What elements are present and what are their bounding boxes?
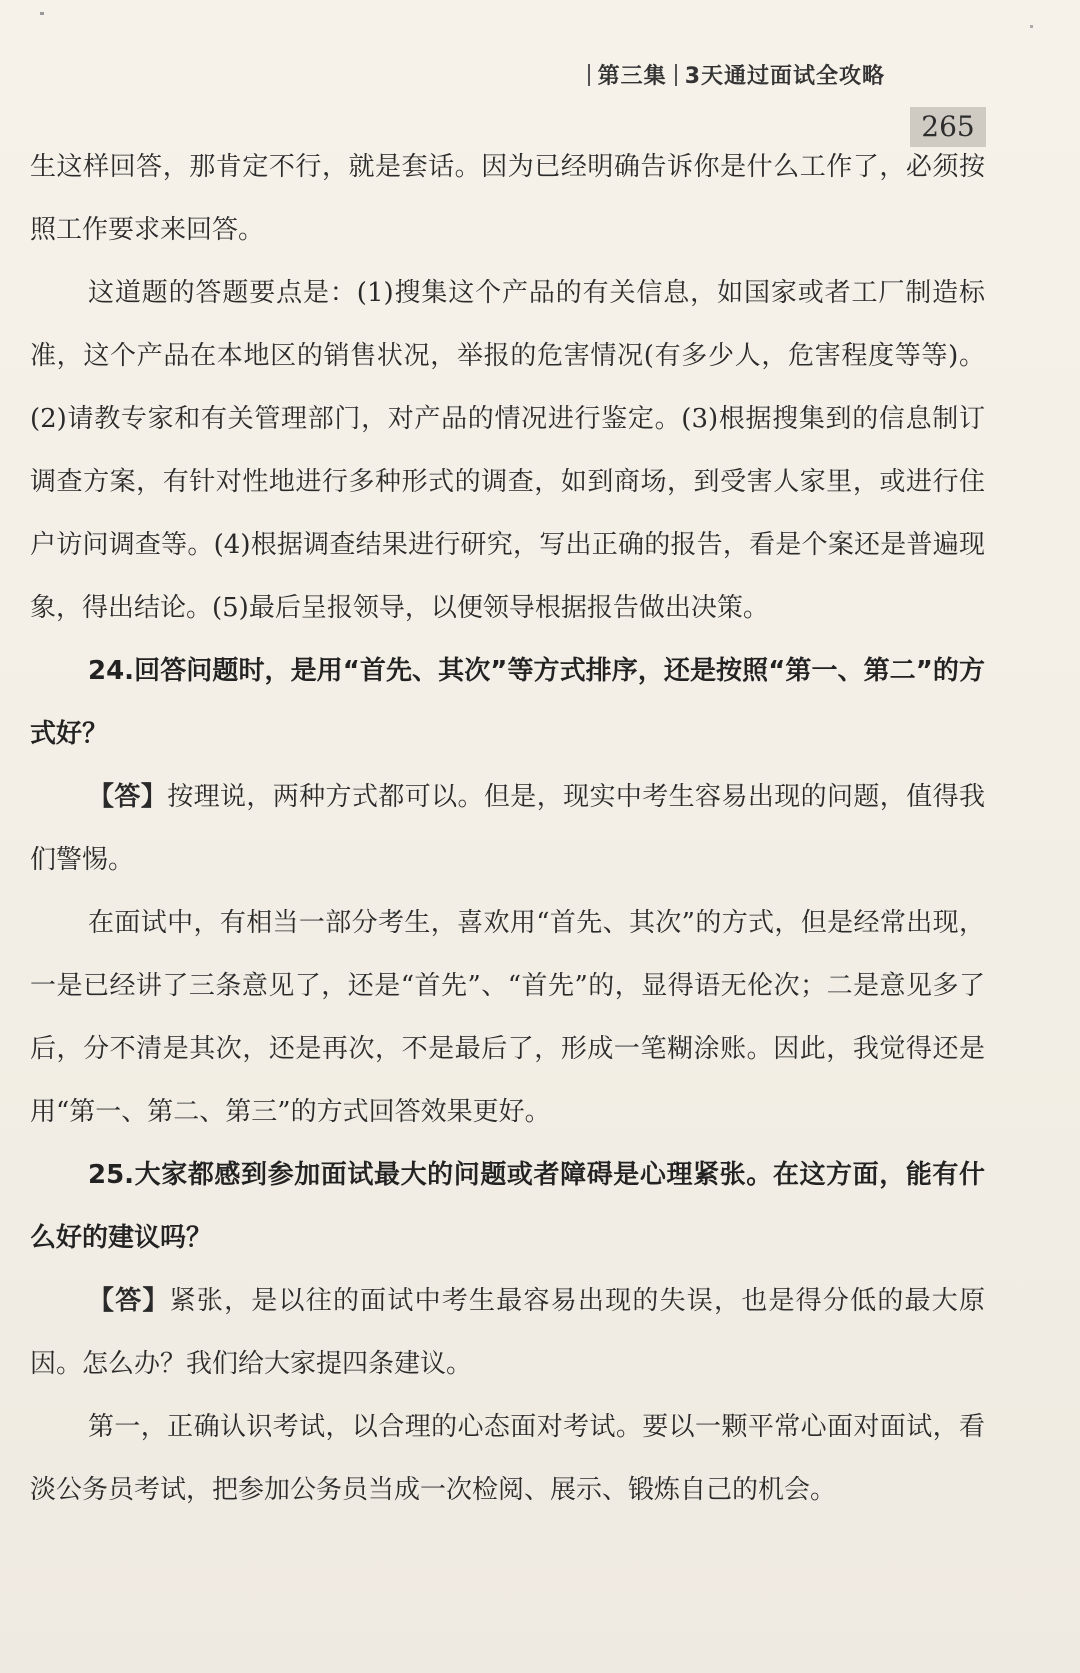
answer-text: 紧张，是以往的面试中考生最容易出现的失误，也是得分低的最大原因。怎么办？我们给大家提四条建议。	[30, 1286, 985, 1379]
body-paragraph: 在面试中，有相当一部分考生，喜欢用“首先、其次”的方式，但是经常出现，一是已经讲了三条意见了，还是“首先”、“首先”的，显得语无伦次；二是意见多了后，分不清是其次，还是再次，不是最后了，形成一笔糊涂账。因此，我觉得还是用“第一、第二、第三”的方式回答效果更好。	[30, 908, 985, 1127]
answer-paragraph	[30, 766, 985, 892]
body-paragraph: 这道题的答题要点是：(1)搜集这个产品的有关信息，如国家或者工厂制造标准，这个产品在本地区的销售状况，举报的危害情况(有多少人，危害程度等等)。(2)请教专家和有关管理部门，对产品的情况进行鉴定。(3)根据搜集到的信息制订调查方案，有针对性地进行多种形式的调查，如到商场，到受害人家里，或进行住户访问调查等。(4)根据调查结果进行研究，写出正确的报告，看是个案还是普遍现象，得出结论。(5)最后呈报领导，以便领导根据报告做出决策。	[30, 278, 985, 623]
answer-paragraph	[30, 1270, 985, 1396]
page-number: 265	[910, 107, 986, 147]
scan-speck	[1030, 25, 1033, 28]
answer-text: 按理说，两种方式都可以。但是，现实中考生容易出现的问题，值得我们警惕。	[30, 782, 985, 875]
body-paragraph: 第一，正确认识考试，以合理的心态面对考试。要以一颗平常心面对面试，看淡公务员考试，把参加公务员当成一次检阅、展示、锻炼自己的机会。	[30, 1412, 985, 1505]
header-section: 第三集	[597, 64, 667, 89]
page-body	[30, 136, 985, 1522]
header-text	[580, 59, 885, 90]
header-title: 3天通过面试全攻略	[684, 64, 885, 89]
body-paragraph: 生这样回答，那肯定不行，就是套话。因为已经明确告诉你是什么工作了，必须按照工作要求来回答。	[30, 152, 985, 245]
header-divider	[675, 64, 677, 86]
header-divider	[588, 64, 590, 86]
scan-speck	[40, 12, 44, 15]
running-header	[0, 55, 1080, 143]
answer-tag: 【答】	[88, 782, 168, 812]
question-heading: 24.回答问题时，是用“首先、其次”等方式排序，还是按照“第一、第二”的方式好？	[30, 656, 985, 749]
question-heading: 25.大家都感到参加面试最大的问题或者障碍是心理紧张。在这方面，能有什么好的建议吗？	[30, 1160, 985, 1253]
answer-tag: 【答】	[88, 1286, 170, 1316]
